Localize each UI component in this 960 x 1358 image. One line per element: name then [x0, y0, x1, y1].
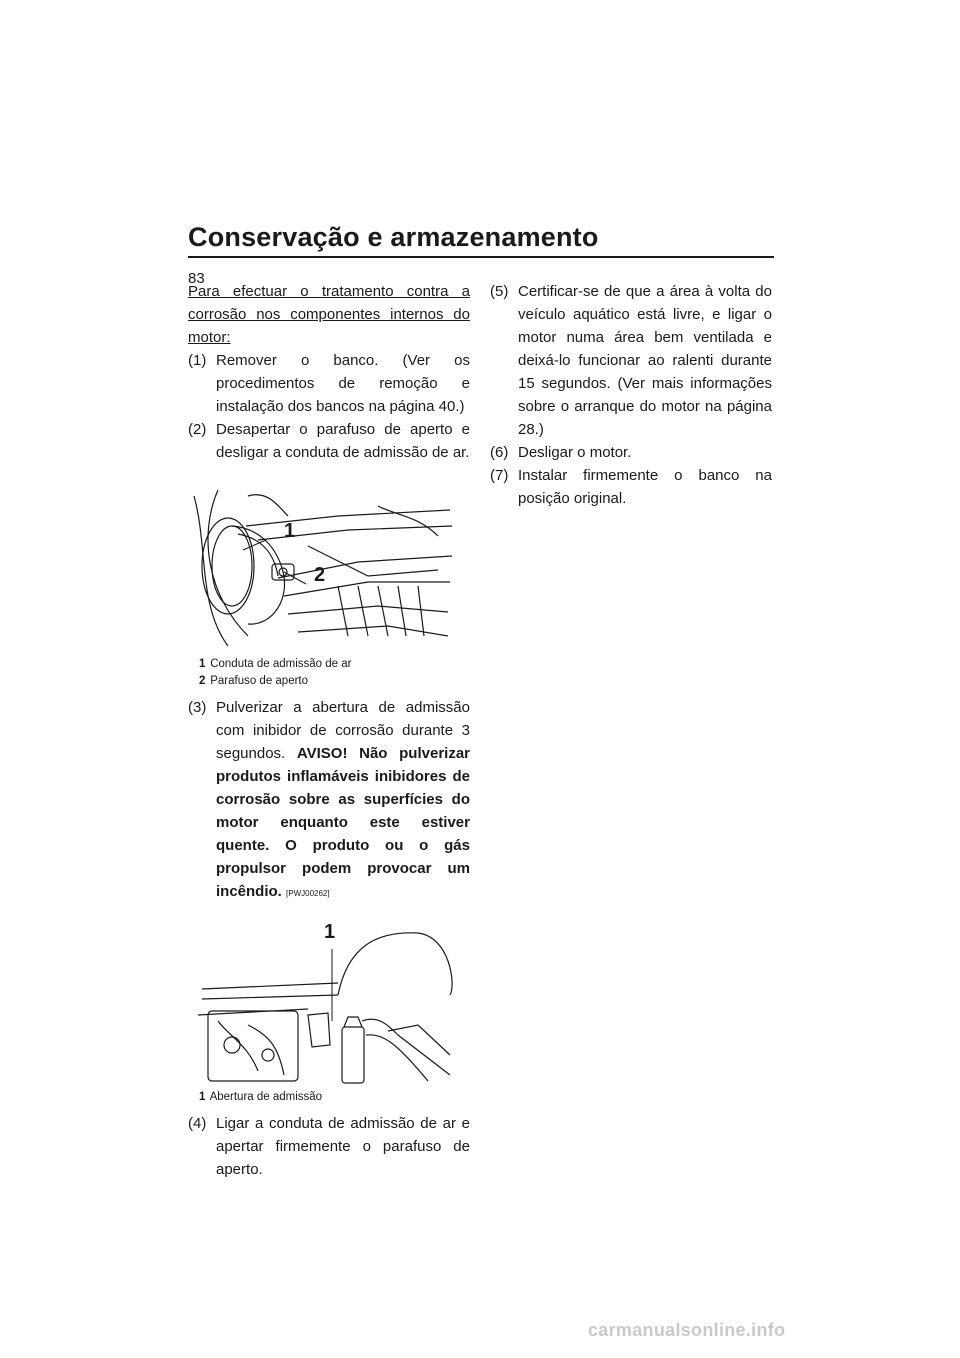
- step-3: [188, 696, 470, 905]
- step-7: [490, 464, 772, 510]
- callout-1: 1: [284, 520, 296, 542]
- watermark: carmanualsonline.info: [588, 1320, 786, 1340]
- step-text: Desligar o motor.: [518, 444, 632, 461]
- caption-number: 1: [199, 658, 206, 670]
- caption-text: Parafuso de aperto: [210, 675, 309, 687]
- callout-2: 2: [314, 564, 326, 586]
- step-2: [188, 418, 470, 464]
- step-text: Remover o banco. (Ver os procedimentos de remoção e instalação dos bancos na página 40.): [216, 352, 470, 415]
- step-3-instruction: Pulverizar a abertura de admissão com inibidor de corrosão durante 3 segundos.: [216, 699, 470, 762]
- figure-caption-list: [199, 1089, 470, 1106]
- title-rule: [188, 256, 774, 258]
- figure-intake-opening: [188, 921, 470, 1106]
- step-4: [188, 1112, 470, 1181]
- left-column: [188, 280, 470, 1181]
- warning-code: [PWJ00262]: [286, 889, 330, 898]
- step-1: [188, 349, 470, 418]
- caption-item: [199, 656, 470, 673]
- page-number: 83: [188, 270, 205, 287]
- step-text: Instalar firmemente o banco na posição original.: [518, 467, 772, 507]
- step-number: (6): [490, 444, 509, 461]
- callout-1: 1: [324, 921, 336, 943]
- right-column: [490, 280, 772, 510]
- caption-text: Conduta de admissão de ar: [210, 658, 352, 670]
- step-number: (2): [188, 421, 207, 438]
- caption-number: 2: [199, 675, 206, 687]
- caption-text: Abertura de admissão: [209, 1091, 323, 1103]
- caption-item: [199, 1089, 470, 1106]
- step-number: (5): [490, 283, 509, 300]
- warning-text: AVISO! Não pulverizar produtos inflamáveis inibidores de corrosão sobre as superfícies do motor enquanto este estiver quente. O produto ou o gás propulsor podem provocar um incêndio.: [216, 745, 470, 900]
- spray-illustration: [188, 925, 460, 1085]
- step-5: [490, 280, 772, 441]
- step-text: [216, 696, 470, 905]
- step-number: (4): [188, 1115, 207, 1132]
- figure-caption-list: [199, 656, 470, 690]
- page-title: Conservação e armazenamento: [188, 222, 599, 252]
- step-number: (3): [188, 699, 207, 716]
- step-number: (7): [490, 467, 509, 484]
- section-heading: Para efectuar o tratamento contra a corrosão nos componentes internos do motor:: [188, 283, 470, 346]
- figure-air-intake-duct: [188, 486, 470, 690]
- step-text: Desapertar o parafuso de aperto e desligar a conduta de admissão de ar.: [216, 421, 470, 461]
- step-6: [490, 441, 772, 464]
- step-number: (1): [188, 352, 207, 369]
- caption-item: [199, 673, 470, 690]
- step-text: Ligar a conduta de admissão de ar e apertar firmemente o parafuso de aperto.: [216, 1115, 470, 1178]
- step-text: Certificar-se de que a área à volta do veículo aquático está livre, e ligar o motor numa área bem ventilada e deixá-lo funcionar ao ralenti durante 15 segundos. (Ver mais informações sobre o arranque do motor na página 28.): [518, 283, 772, 438]
- caption-number: 1: [199, 1091, 206, 1103]
